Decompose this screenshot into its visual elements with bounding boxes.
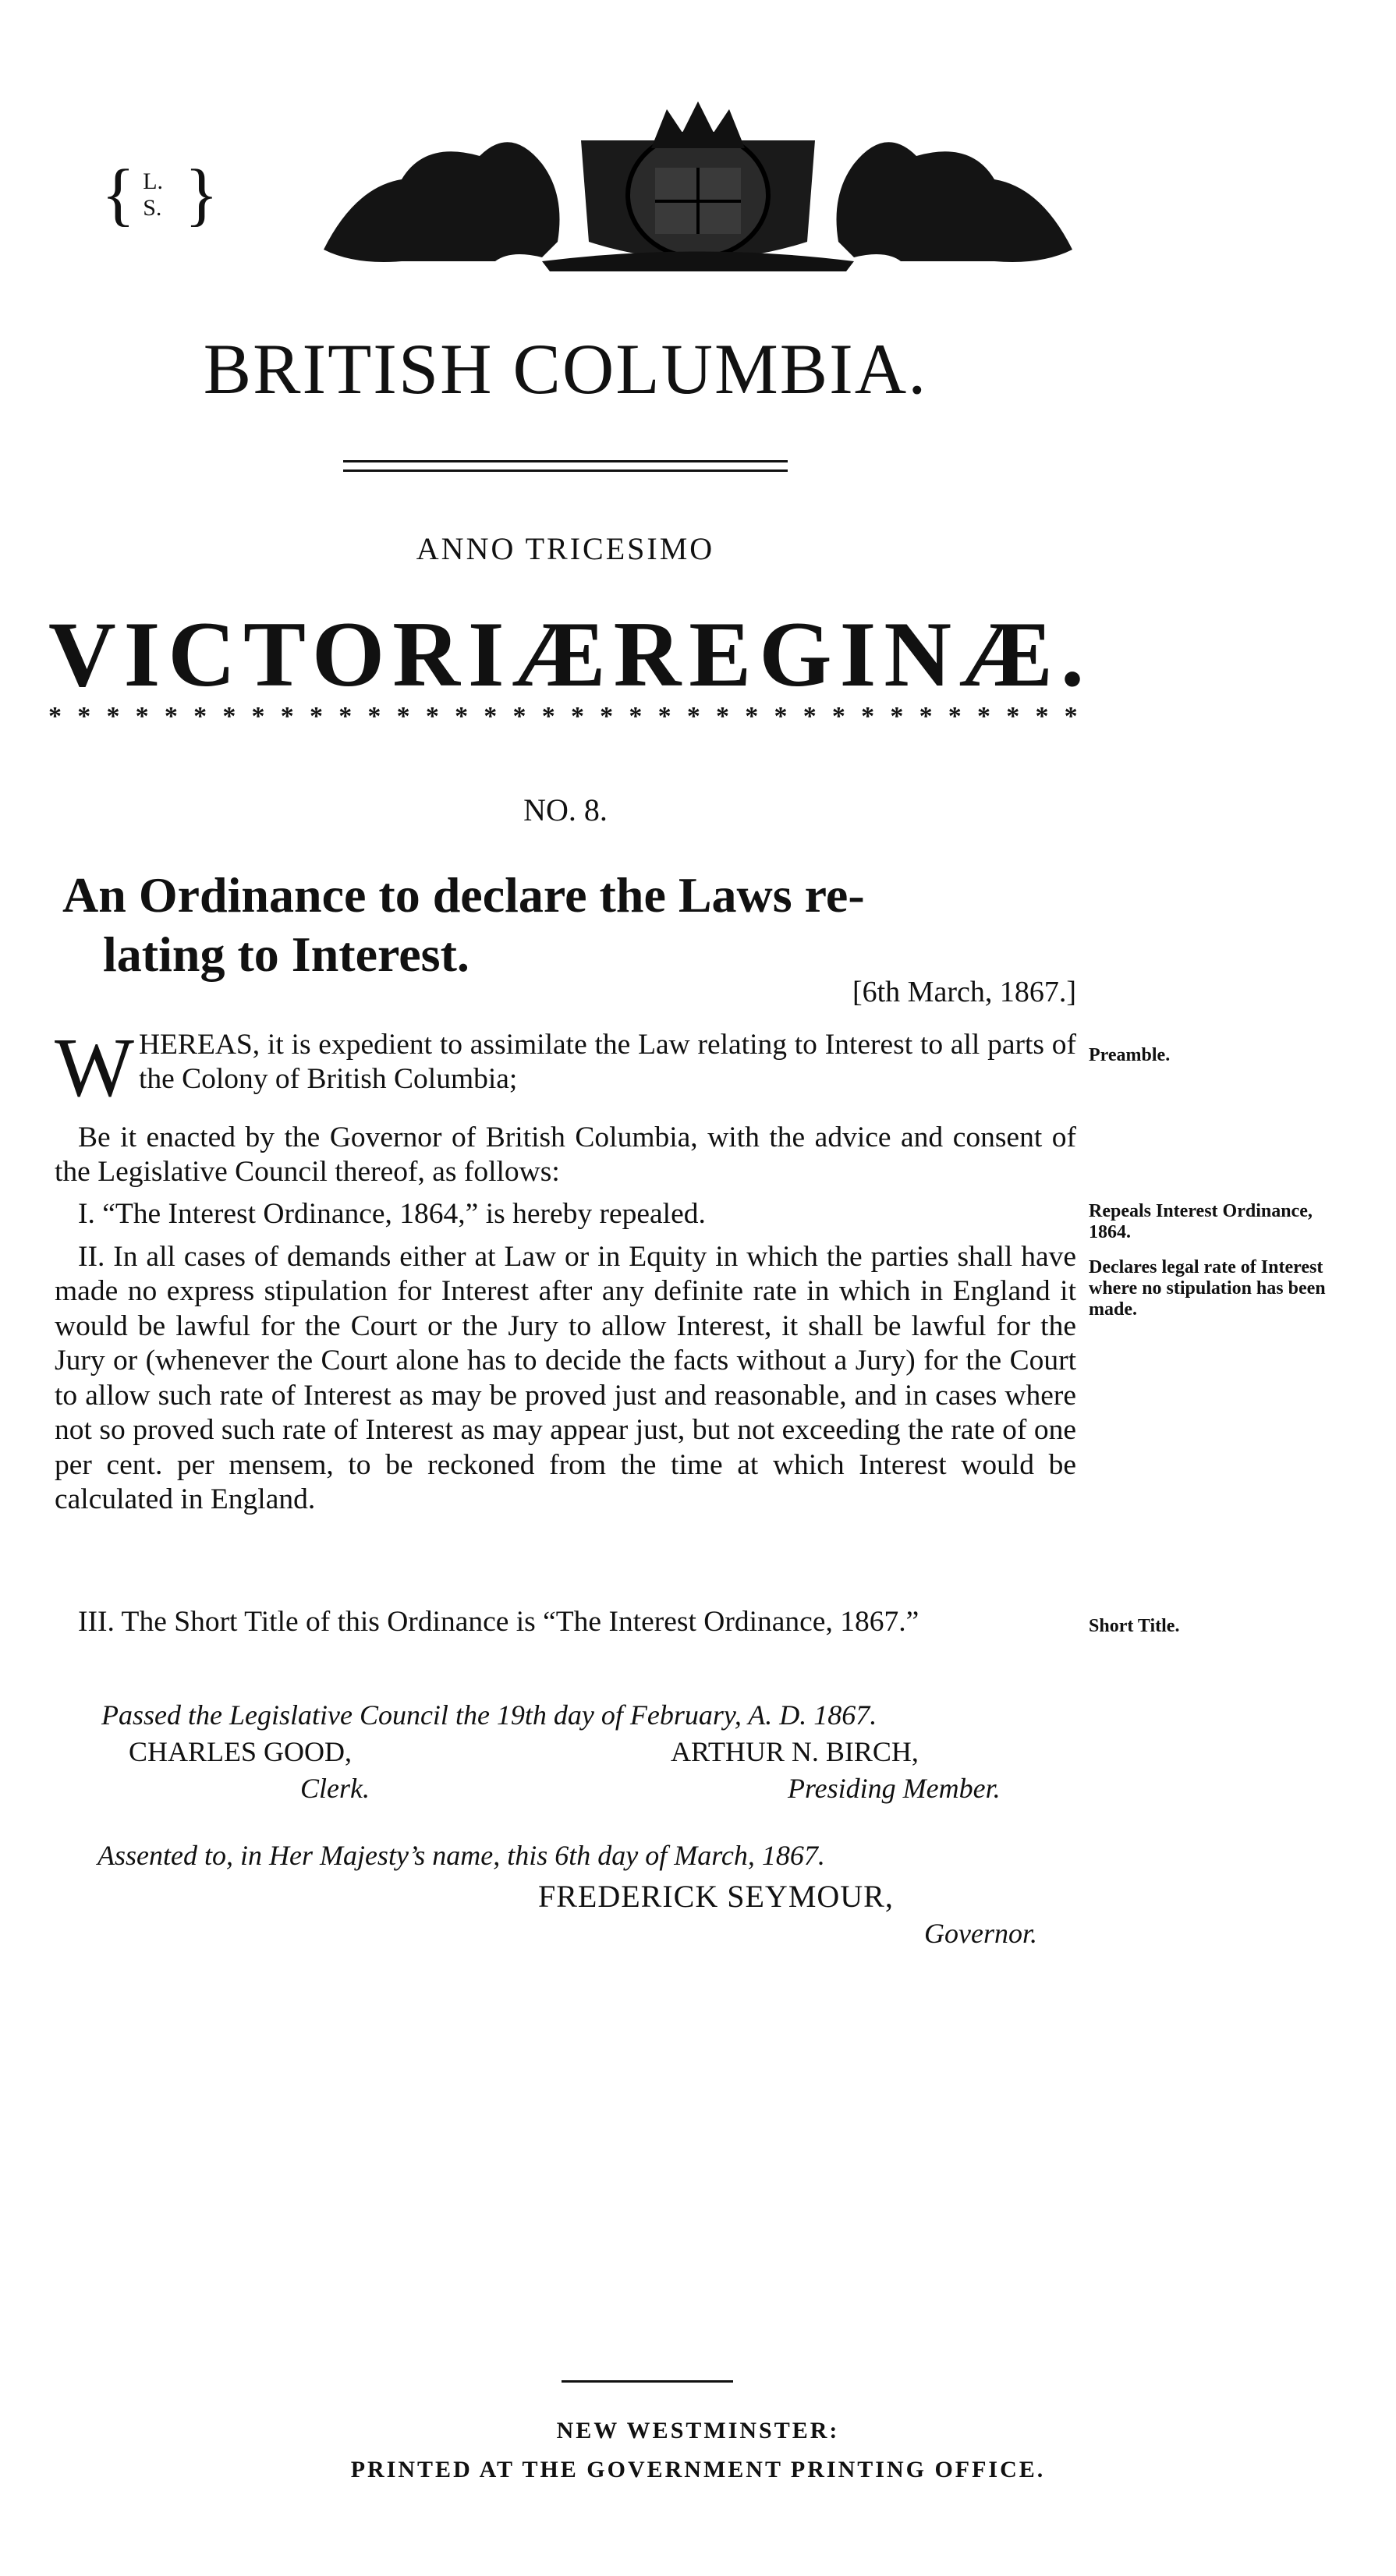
margin-note-repeal: Repeals Interest Ordinance, 1864. bbox=[1089, 1201, 1313, 1242]
heading-line-2: lating to Interest. bbox=[103, 926, 469, 982]
regnal-title bbox=[48, 601, 1092, 708]
preamble-text: HEREAS, it is expedient to assimilate the Law relating to Interest to all parts of the Colony of British Columbia; bbox=[138, 1029, 1076, 1096]
ordinance-date: [6th March, 1867.] bbox=[852, 976, 1076, 1008]
asterisk-divider: * * * * * * * * * * * * * * * * * * * * * * * * * * * * * * * * * * * * bbox=[48, 702, 1078, 731]
preamble bbox=[55, 1022, 1076, 1114]
ordinance-heading bbox=[62, 866, 1092, 983]
clerk-title: Clerk. bbox=[300, 1773, 370, 1804]
regnal-right: REGINÆ. bbox=[613, 602, 1092, 706]
section-3 bbox=[55, 1605, 1076, 1639]
margin-note-rate: Declares legal rate of Interest where no stipulation has been made. bbox=[1089, 1257, 1326, 1320]
imprint-rule bbox=[562, 2380, 733, 2383]
margin-note-short-title: Short Title. bbox=[1089, 1616, 1180, 1636]
presiding-name: ARTHUR N. BIRCH, bbox=[671, 1736, 919, 1767]
imprint-place: NEW WESTMINSTER: bbox=[556, 2418, 840, 2443]
clerk-name: CHARLES GOOD, bbox=[129, 1736, 353, 1767]
imprint-printer: PRINTED AT THE GOVERNMENT PRINTING OFFICE. bbox=[350, 2457, 1046, 2482]
ordinance-number: NO. 8. bbox=[523, 792, 608, 827]
locus-sigilli bbox=[101, 152, 218, 238]
drop-cap: W bbox=[55, 1022, 134, 1114]
passed-line: Passed the Legislative Council the 19th day of February, A. D. 1867. bbox=[101, 1699, 877, 1731]
regnal-year: ANNO TRICESIMO bbox=[416, 531, 715, 566]
regnal-left: VICTORIÆ bbox=[48, 602, 614, 706]
section-2 bbox=[55, 1240, 1076, 1518]
title-rule-top bbox=[343, 460, 788, 462]
presiding-title: Presiding Member. bbox=[788, 1773, 1001, 1804]
coat-of-arms-icon bbox=[308, 94, 1088, 273]
enacting-clause bbox=[55, 1121, 1076, 1190]
section-1-text: I. “The Interest Ordinance, 1864,” is hereby repealed. bbox=[78, 1198, 706, 1230]
section-1 bbox=[55, 1197, 1076, 1231]
title-rule-bottom bbox=[343, 469, 788, 472]
section-2-text: II. In all cases of demands either at Law or in Equity in which the parties shall have made no express stipulation for Interest after any definite rate in which in England it would be lawful for the Court or the Jury to allow Interest, it shall be lawful for the Jury or (whenever the Court alone has to decide the facts without a Jury) for the Court to allow such rate of Interest as may be proved just and reasonable, and in cases where not so proved such rate of Interest as may appear just, but not exceeding the rate of one per cent. per mensem, to be reckoned from the time at which Interest would be calculated in England. bbox=[55, 1241, 1076, 1516]
margin-note-preamble: Preamble. bbox=[1089, 1045, 1171, 1065]
assent-line: Assented to, in Her Majesty’s name, this 6th day of March, 1867. bbox=[97, 1840, 825, 1871]
seal-label: L. S. bbox=[143, 168, 164, 221]
governor-title: Governor. bbox=[924, 1918, 1037, 1949]
province-title: BRITISH COLUMBIA. bbox=[203, 329, 928, 409]
enacting-text: Be it enacted by the Governor of British Columbia, with the advice and consent of the Legislative Council thereof, as follows: bbox=[55, 1121, 1076, 1189]
governor-name: FREDERICK SEYMOUR, bbox=[538, 1879, 894, 1914]
section-3-text: III. The Short Title of this Ordinance is “The Interest Ordinance, 1867.” bbox=[78, 1606, 919, 1638]
heading-line-1: An Ordinance to declare the Laws re- bbox=[62, 867, 865, 923]
right-brace-icon: } bbox=[184, 156, 218, 233]
left-brace-icon: { bbox=[101, 156, 136, 233]
